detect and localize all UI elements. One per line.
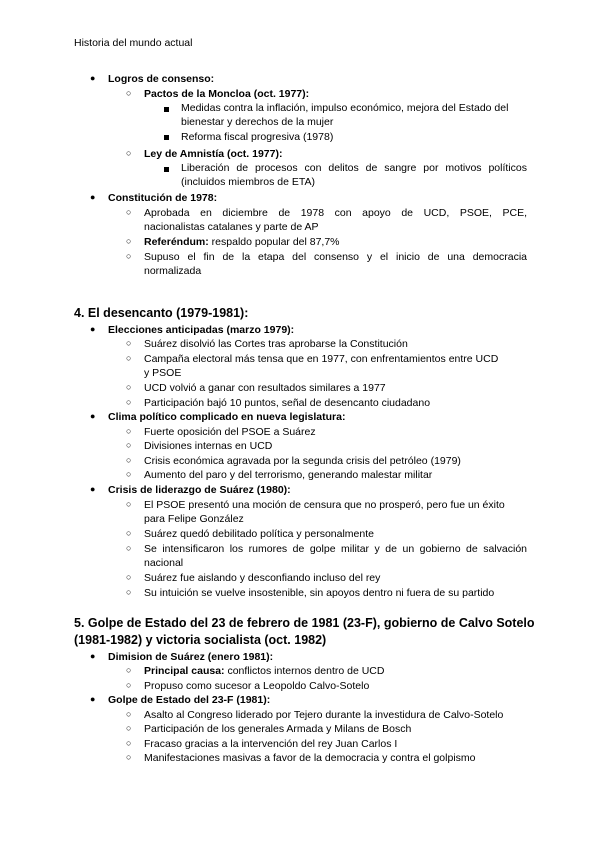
bullet-dot: ●: [90, 192, 96, 202]
bullet-circle: ○: [126, 752, 132, 762]
crisis-item-cont: nacional: [144, 557, 184, 569]
bullet-circle: ○: [126, 680, 132, 690]
bullet-dot: ●: [90, 484, 96, 494]
section-heading-golpe-line2: (1981-1982) y victoria socialista (oct. 1982): [74, 633, 327, 647]
bullet-circle: ○: [126, 709, 132, 719]
elecciones-item: Suárez disolvió las Cortes tras aprobarse la Constitución: [144, 338, 408, 350]
moncloa-item1-line1: Medidas contra la inflación, impulso económico, mejora del Estado del: [181, 102, 509, 114]
elecciones-item: Campaña electoral más tensa que en 1977, con enfrentamientos entre UCD: [144, 353, 499, 365]
elecciones-title: Elecciones anticipadas (marzo 1979):: [108, 324, 295, 336]
page-header: Historia del mundo actual: [74, 37, 193, 49]
bullet-circle: ○: [126, 251, 132, 261]
clima-item: Divisiones internas en UCD: [144, 440, 273, 452]
logros-title: Logros de consenso:: [108, 73, 215, 85]
causa-line: [144, 664, 384, 678]
bullet-circle: ○: [126, 738, 132, 748]
bullet-circle: ○: [126, 426, 132, 436]
bullet-circle: ○: [126, 543, 132, 553]
bullet-circle: ○: [126, 587, 132, 597]
bullet-circle: ○: [126, 665, 132, 675]
crisis-item: Suárez quedó debilitado política y personalmente: [144, 528, 374, 540]
section-heading-desencanto: 4. El desencanto (1979-1981):: [74, 306, 249, 320]
constitucion-item1-line1: Aprobada en diciembre de 1978 con apoyo de UCD, PSOE, PCE,: [144, 207, 527, 219]
referendum-line: [144, 235, 340, 249]
elecciones-item: Participación bajó 10 puntos, señal de desencanto ciudadano: [144, 397, 431, 409]
golpe23f-title: Golpe de Estado del 23-F (1981):: [108, 694, 271, 706]
constitucion-item3-line2: normalizada: [144, 265, 202, 277]
bullet-circle: ○: [126, 207, 132, 217]
bullet-circle: ○: [126, 353, 132, 363]
bullet-circle: ○: [126, 148, 132, 158]
referendum-label: Referéndum:: [144, 236, 209, 248]
bullet-square: [164, 167, 169, 172]
bullet-circle: ○: [126, 440, 132, 450]
amnistia-item1-line2: (incluidos miembros de ETA): [181, 176, 316, 188]
bullet-dot: ●: [90, 411, 96, 421]
golpe23f-item: Asalto al Congreso liderado por Tejero durante la investidura de Calvo-Sotelo: [144, 709, 504, 721]
bullet-dot: ●: [90, 324, 96, 334]
constitucion-item3-line1: Supuso el fin de la etapa del consenso y el inicio de una democracia: [144, 251, 527, 263]
bullet-circle: ○: [126, 469, 132, 479]
bullet-circle: ○: [126, 455, 132, 465]
dimision-item: Propuso como sucesor a Leopoldo Calvo-Sotelo: [144, 680, 370, 692]
bullet-circle: ○: [126, 88, 132, 98]
constitucion-item1-line2: nacionalistas catalanes y parte de AP: [144, 221, 319, 233]
bullet-square: [164, 135, 169, 140]
crisis-item: El PSOE presentó una moción de censura que no prosperó, pero fue un éxito: [144, 499, 505, 511]
referendum-text: respaldo popular del 87,7%: [208, 236, 340, 248]
clima-title: Clima político complicado en nueva legislatura:: [108, 411, 346, 423]
moncloa-title: Pactos de la Moncloa (oct. 1977):: [144, 88, 310, 100]
clima-item: Fuerte oposición del PSOE a Suárez: [144, 426, 316, 438]
moncloa-item2: Reforma fiscal progresiva (1978): [181, 131, 334, 143]
bullet-dot: ●: [90, 651, 96, 661]
constitucion-title: Constitución de 1978:: [108, 192, 218, 204]
moncloa-item1-line2: bienestar y derechos de la mujer: [181, 116, 334, 128]
bullet-circle: ○: [126, 382, 132, 392]
bullet-circle: ○: [126, 397, 132, 407]
bullet-circle: ○: [126, 499, 132, 509]
section-heading-golpe-line1: 5. Golpe de Estado del 23 de febrero de 1981 (23-F), gobierno de Calvo Sotelo: [74, 616, 535, 630]
crisis-title: Crisis de liderazgo de Suárez (1980):: [108, 484, 291, 496]
causa-label: Principal causa:: [144, 665, 225, 677]
causa-text: conflictos internos dentro de UCD: [224, 665, 385, 677]
bullet-circle: ○: [126, 723, 132, 733]
bullet-square: [164, 107, 169, 112]
golpe23f-item: Participación de los generales Armada y Milans de Bosch: [144, 723, 412, 735]
elecciones-item: UCD volvió a ganar con resultados similares a 1977: [144, 382, 386, 394]
crisis-item-cont: para Felipe González: [144, 513, 244, 525]
bullet-circle: ○: [126, 338, 132, 348]
amnistia-item1-line1: Liberación de procesos con delitos de sangre por motivos políticos: [181, 162, 527, 174]
golpe23f-item: Fracaso gracias a la intervención del rey Juan Carlos I: [144, 738, 398, 750]
bullet-circle: ○: [126, 236, 132, 246]
clima-item: Aumento del paro y del terrorismo, generando malestar militar: [144, 469, 433, 481]
elecciones-item-cont: y PSOE: [144, 367, 182, 379]
dimision-title: Dimision de Suárez (enero 1981):: [108, 651, 274, 663]
amnistia-title: Ley de Amnistía (oct. 1977):: [144, 148, 283, 160]
clima-item: Crisis económica agravada por la segunda crisis del petróleo (1979): [144, 455, 461, 467]
bullet-dot: ●: [90, 694, 96, 704]
bullet-circle: ○: [126, 528, 132, 538]
golpe23f-item: Manifestaciones masivas a favor de la democracia y contra el golpismo: [144, 752, 476, 764]
bullet-circle: ○: [126, 572, 132, 582]
bullet-dot: ●: [90, 73, 96, 83]
crisis-item: Se intensificaron los rumores de golpe militar y de un gobierno de salvación: [144, 543, 527, 555]
crisis-item: Suárez fue aislando y desconfiando incluso del rey: [144, 572, 381, 584]
crisis-item: Su intuición se vuelve insostenible, sin apoyos dentro ni fuera de su partido: [144, 587, 495, 599]
